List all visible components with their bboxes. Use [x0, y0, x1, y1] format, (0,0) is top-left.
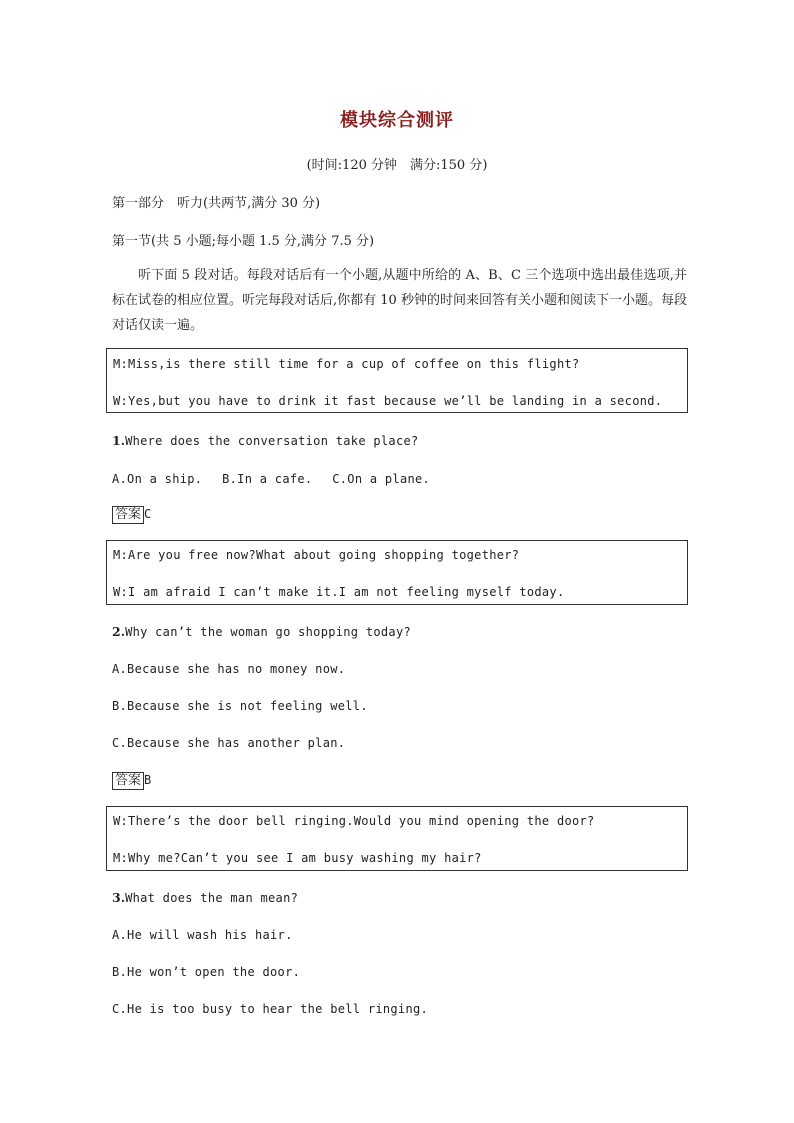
question-2: [112, 624, 411, 639]
dialog-line: W:I am afraid I can’t make it.I am not feeling myself today.: [113, 585, 565, 599]
answer-2: [112, 772, 151, 790]
dialog-box-3: [106, 806, 688, 871]
question-text: Where does the conversation take place?: [125, 434, 419, 448]
question-text: Why can’t the woman go shopping today?: [125, 625, 411, 639]
dialog-line: M:Miss,is there still time for a cup of coffee on this flight?: [113, 357, 580, 371]
section-heading: 第一节(共 5 小题;每小题 1.5 分,满分 7.5 分): [112, 234, 375, 249]
question-number: 2.: [112, 624, 126, 639]
question-1: [112, 433, 419, 448]
option-c: C.He is too busy to hear the bell ringing.: [112, 1002, 429, 1016]
question-number: 1.: [112, 433, 126, 448]
option-c: C.Because she has another plan.: [112, 736, 346, 750]
option-a: A.Because she has no money now.: [112, 662, 346, 676]
page-title: 模块综合测评: [340, 110, 454, 131]
question-text: What does the man mean?: [125, 891, 299, 905]
dialog-line: M:Why me?Can’t you see I am busy washing my hair?: [113, 851, 482, 865]
answer-label: 答案: [112, 506, 144, 524]
options-1: A.On a ship. B.In a cafe. C.On a plane.: [112, 472, 431, 486]
dialog-box-1: [106, 348, 688, 413]
dialog-line: W:Yes,but you have to drink it fast because we’ll be landing in a second.: [113, 394, 663, 408]
question-number: 3.: [112, 890, 126, 905]
question-3: [112, 890, 298, 905]
answer-value: C: [144, 507, 152, 521]
option-a: A.He will wash his hair.: [112, 928, 293, 942]
option-b: B.Because she is not feeling well.: [112, 699, 368, 713]
answer-value: B: [144, 773, 152, 787]
exam-info: (时间:120 分钟 满分:150 分): [306, 158, 488, 173]
instructions: 听下面 5 段对话。每段对话后有一个小题,从题中所给的 A、B、C 三个选项中选出最佳选项,并标在试卷的相应位置。听完每段对话后,你都有 10 秒钟的时间来回答有关小题和阅读下一小题。每段对话仅读一遍。: [112, 268, 687, 333]
dialog-line: W:There’s the door bell ringing.Would you mind opening the door?: [113, 814, 595, 828]
answer-1: [112, 506, 151, 524]
answer-label: 答案: [112, 772, 144, 790]
dialog-line: M:Are you free now?What about going shopping together?: [113, 548, 520, 562]
dialog-box-2: [106, 540, 688, 605]
part-heading: 第一部分 听力(共两节,满分 30 分): [112, 196, 321, 211]
option-b: B.He won’t open the door.: [112, 965, 301, 979]
